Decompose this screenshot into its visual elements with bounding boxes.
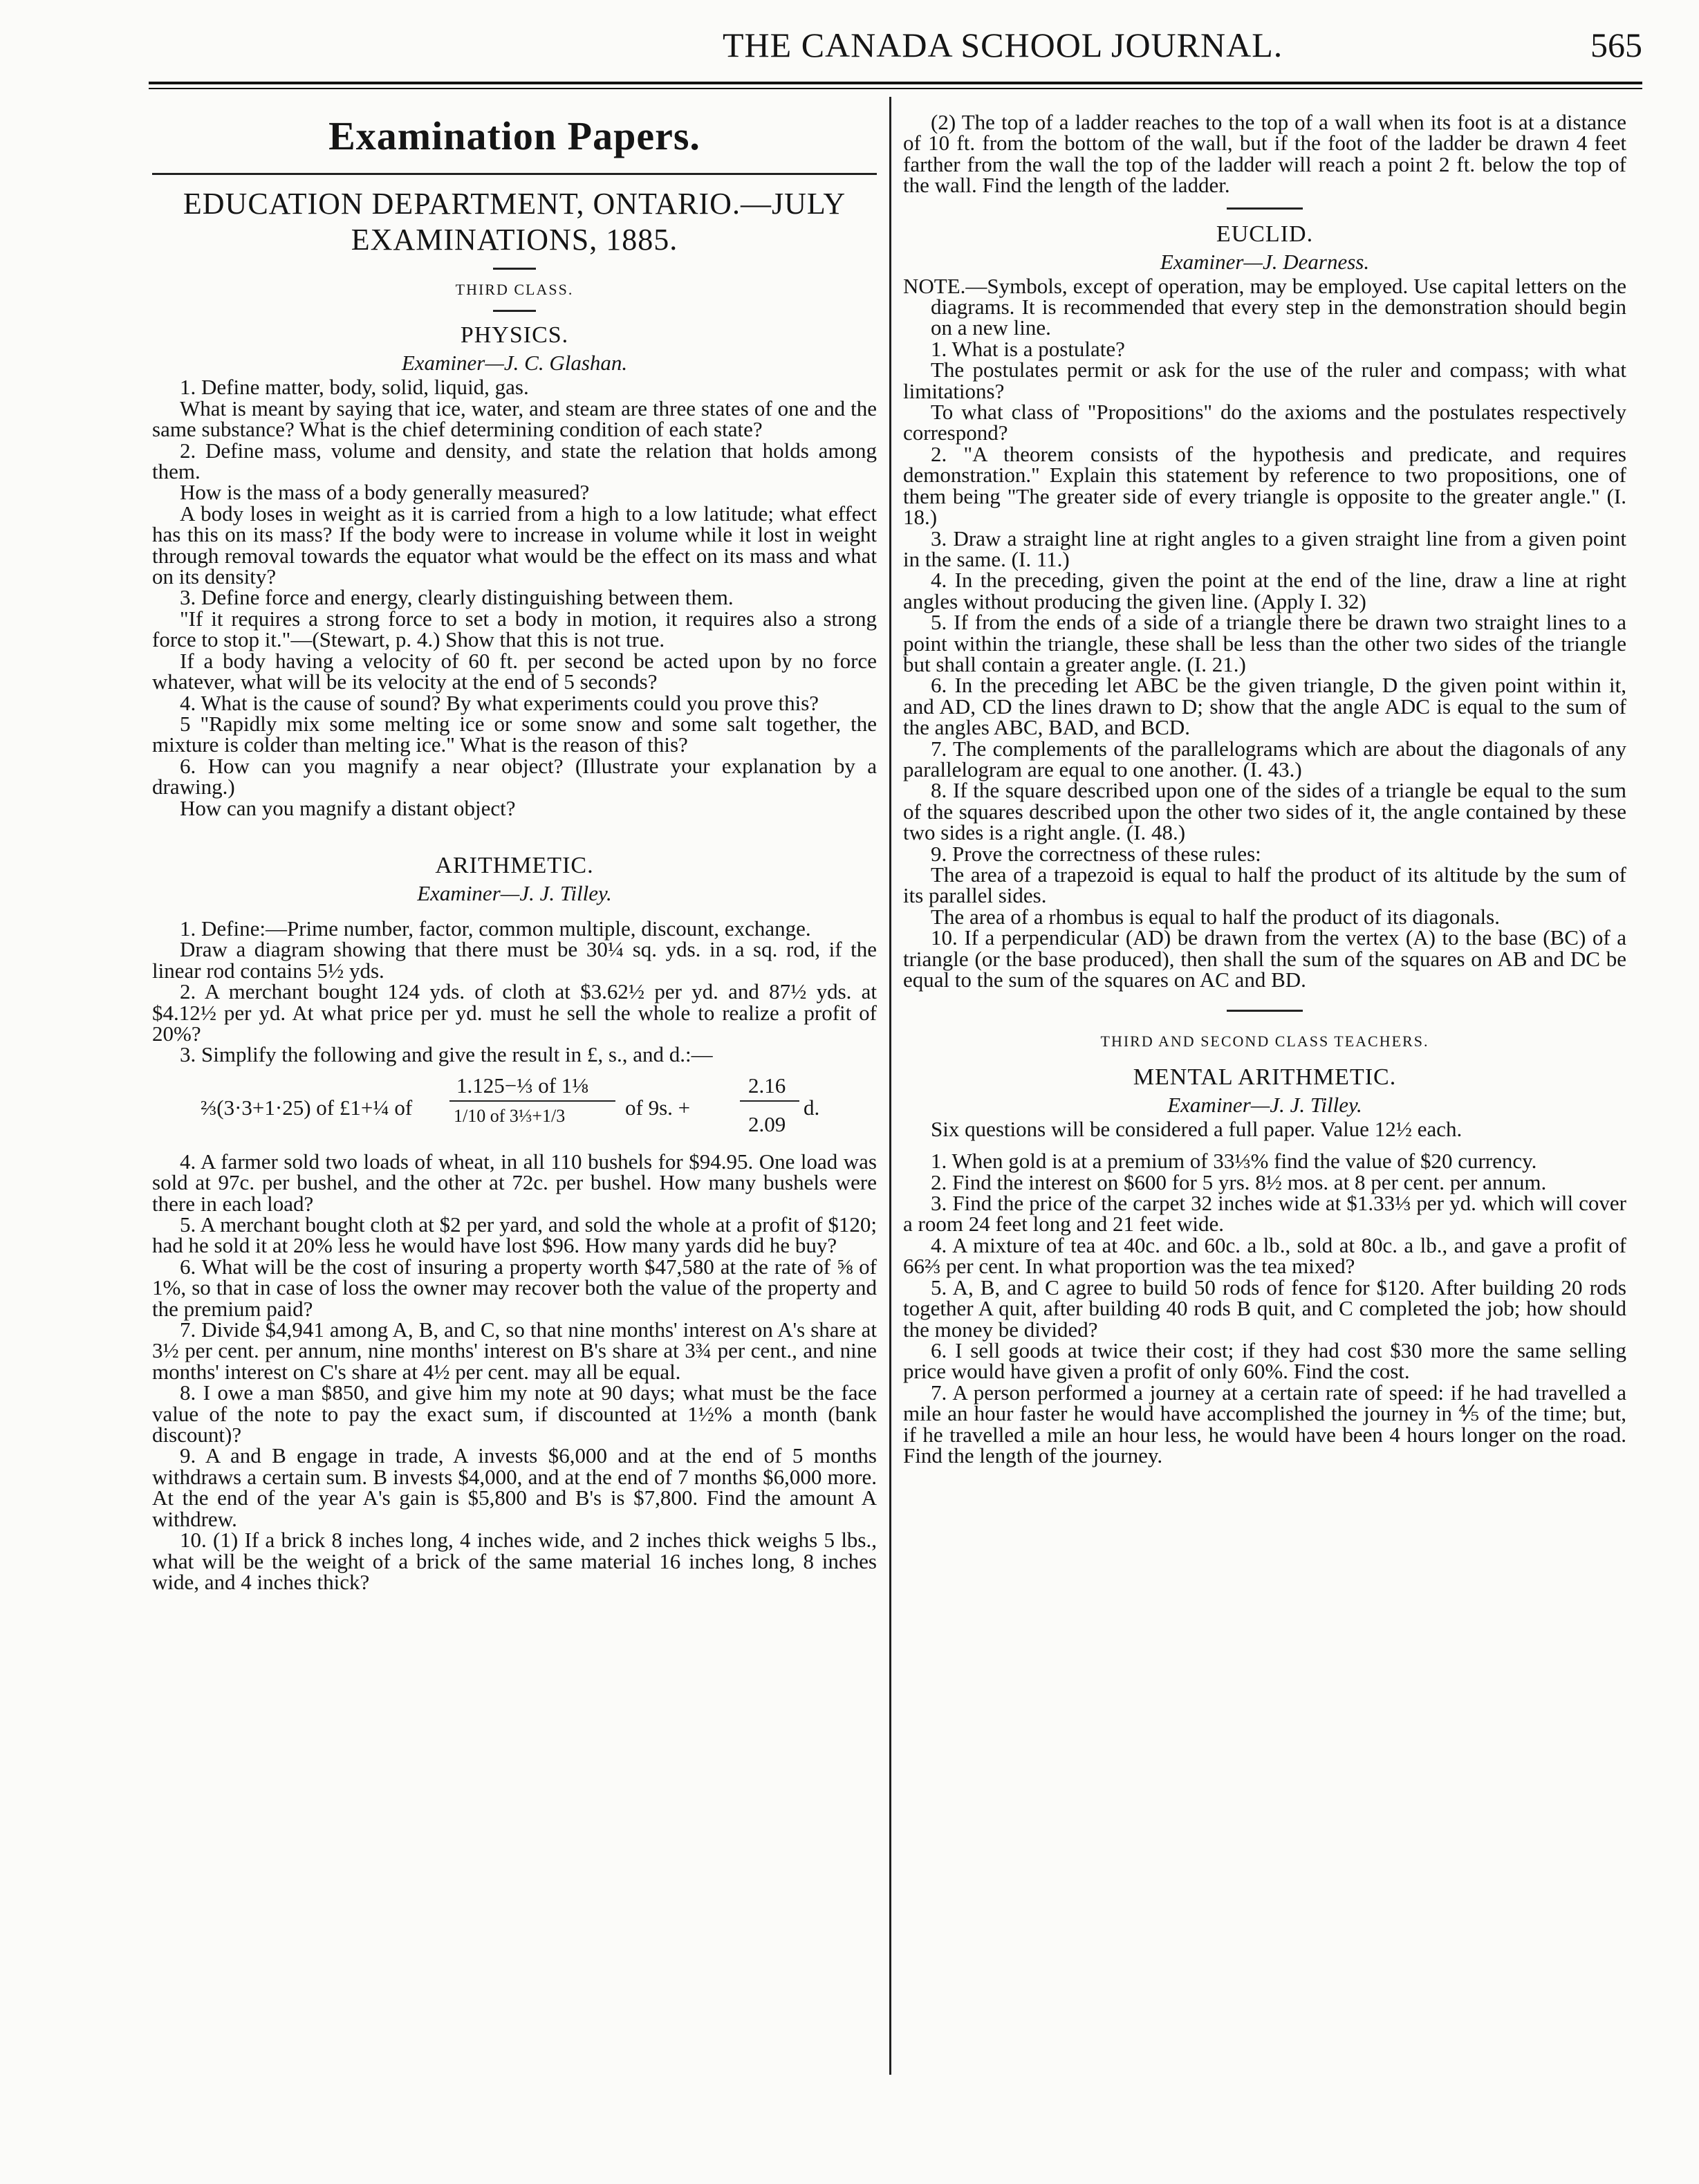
- journal-title: THE CANADA SCHOOL JOURNAL.: [723, 26, 1283, 64]
- mental-questions: [903, 1151, 1626, 1466]
- formula-lead: ⅔(3·3+1·25) of £1+¼ of: [201, 1095, 413, 1120]
- question: 1. Define matter, body, solid, liquid, gas.: [180, 375, 529, 400]
- question: 6. What will be the cost of insuring a property worth $47,580 at the rate of ⅝ of 1%, so that in case of loss the owner may recover both the value of the property and the premium paid?: [152, 1254, 877, 1321]
- question: The area of a trapezoid is equal to half the product of its altitude by the sum of its parallel sides.: [903, 862, 1626, 908]
- question: 2. A merchant bought 124 yds. of cloth at $3.62½ per yd. and 87½ yds. at $4.12½ per yd. At what price per yd. must he sell the whole to realize a profit of 20%?: [152, 979, 877, 1046]
- ladder-question: (2) The top of a ladder reaches to the top of a wall when its foot is at a distance of 10 ft. from the bottom of the wall, but if the foot of the ladder be drawn 4 feet farther from the wall the top of the ladder will reach a point 2 ft. below the top of the wall. Find the length of the ladder.: [903, 110, 1626, 198]
- teachers-heading: THIRD AND SECOND CLASS TEACHERS.: [1100, 1033, 1429, 1051]
- dept-title-line1: EDUCATION DEPARTMENT, ONTARIO.—JULY: [183, 187, 846, 221]
- euclid-note: NOTE.—Symbols, except of operation, may be employed. Use capital letters on the diagrams. It is recommended that every step in the demonstration should begin on a new line.: [903, 273, 1626, 340]
- fraction-bar: [449, 1100, 615, 1102]
- question: The postulates permit or ask for the use of the ruler and compass; with what limitations?: [903, 358, 1626, 403]
- question: What is meant by saying that ice, water, and steam are three states of one and the same substance? What is the chief determining condition of each state?: [152, 396, 877, 442]
- physics-title: PHYSICS.: [460, 322, 569, 349]
- question: How is the mass of a body generally measured?: [180, 480, 590, 505]
- divider: [1227, 207, 1303, 210]
- column-divider: [889, 97, 891, 2075]
- header-rule-thin: [149, 88, 1642, 89]
- page-number: 565: [1590, 26, 1642, 64]
- question: 6. How can you magnify a near object? (Illustrate your explanation by a drawing.): [152, 753, 877, 799]
- question: 9. A and B engage in trade, A invests $6,000 and at the end of 5 months withdraws a certain sum. B invests $4,000, and at the end of 7 months $6,000 more. At the end of the year A's gain is $5,800 and B's is $7,800. Find the amount A withdrew.: [152, 1443, 877, 1531]
- question: 4. What is the cause of sound? By what experiments could you prove this?: [180, 690, 819, 715]
- question: 7. Divide $4,941 among A, B, and C, so that nine months' interest on A's share at 3½ per cent. per annum, nine months' interest on B's share at 3¾ per cent., and nine months' interest on C's share at 4½ per cent. may all be equal.: [152, 1317, 877, 1384]
- right-column: [903, 112, 1626, 1466]
- physics-examiner: Examiner—J. C. Glashan.: [401, 351, 628, 376]
- question: 7. The complements of the parallelograms which are about the diagonals of any parallelogram are equal to one another. (I. 43.): [903, 736, 1626, 781]
- question: 2. "A theorem consists of the hypothesis and predicate, and requires demonstration." Explain this statement by reference to two propositions, one of them being "The greater side of every triangle is opposite to the greater angle." (I. 18.): [903, 441, 1626, 530]
- question: 10. (1) If a brick 8 inches long, 4 inches wide, and 2 inches thick weighs 5 lbs., what will be the weight of a brick of the same material 16 inches long, 8 inches wide, and 4 inches thick?: [152, 1528, 877, 1594]
- question: 5. If from the ends of a side of a triangle there be drawn two straight lines to a point within the triangle, these shall be less than the other two sides of the triangle but shall contain a greater angle. (I. 21.): [903, 610, 1626, 676]
- arithmetic-title: ARITHMETIC.: [435, 852, 594, 878]
- question: 8. I owe a man $850, and give him my note at 90 days; what must be the face value of the note to pay the exact sum, if discounted at 1½% a month (bank discount)?: [152, 1380, 877, 1447]
- mental-title: MENTAL ARITHMETIC.: [1133, 1064, 1397, 1090]
- question: 5. A, B, and C agree to build 50 rods of fence for $120. After building 20 rods together A quit, after building 40 rods B quit, and C completed the job; how should the money be divided?: [903, 1275, 1626, 1342]
- formula-numerator2: 2.16: [748, 1073, 786, 1098]
- question: 2. Find the interest on $600 for 5 yrs. 8½ mos. at 8 per cent. per annum.: [931, 1169, 1547, 1194]
- question: 1. When gold is at a premium of 33⅓% find the value of $20 currency.: [931, 1149, 1537, 1174]
- question: 1. What is a postulate?: [931, 336, 1125, 361]
- question: 4. In the preceding, given the point at the end of the line, draw a line at right angles without producing the given line. (Apply I. 32): [903, 568, 1626, 613]
- formula-tail: d.: [804, 1095, 820, 1120]
- simplify-formula: [152, 1071, 877, 1143]
- mental-intro: Six questions will be considered a full paper. Value 12½ each.: [931, 1116, 1463, 1141]
- question: 6. In the preceding let ABC be the given triangle, D the given point within it, and AD, CD the lines drawn to D; show that the angle ADC is equal to the sum of the angles ABC, BAD, and BCD.: [903, 673, 1626, 740]
- question: 2. Define mass, volume and density, and state the relation that holds among them.: [152, 438, 877, 484]
- formula-denominator2: 2.09: [748, 1111, 786, 1136]
- euclid-questions: [903, 336, 1626, 992]
- formula-numerator: 1.125−⅓ of 1⅛: [456, 1073, 588, 1098]
- question: The area of a rhombus is equal to half the product of its diagonals.: [931, 904, 1500, 929]
- divider: [1227, 1010, 1303, 1012]
- running-head: [149, 19, 1642, 68]
- header-rule: [149, 82, 1642, 84]
- divider: [493, 310, 536, 312]
- question: To what class of "Propositions" do the axioms and the postulates respectively correspond?: [903, 400, 1626, 445]
- euclid-title: EUCLID.: [1216, 221, 1314, 247]
- dept-title-line2: EXAMINATIONS, 1885.: [351, 223, 678, 257]
- left-column: [152, 112, 877, 1593]
- section-heading: Examination Papers.: [328, 113, 700, 158]
- question: Draw a diagram showing that there must be 30¼ sq. yds. in a sq. rod, if the linear rod contains 5½ yds.: [152, 937, 877, 983]
- question: 3. Define force and energy, clearly distinguishing between them.: [180, 585, 734, 610]
- physics-questions: [152, 377, 877, 819]
- question: 5. A merchant bought cloth at $2 per yard, and sold the whole at a profit of $120; had he sold it at 20% less he would have lost $96. How many yards did he buy?: [152, 1212, 877, 1258]
- question: 3. Draw a straight line at right angles to a given straight line from a given point in the same. (I. 11.): [903, 526, 1626, 571]
- question: 3. Find the price of the carpet 32 inches wide at $1.33⅓ per yd. which will cover a room 24 feet long and 21 feet wide.: [903, 1191, 1626, 1237]
- question: "If it requires a strong force to set a body in motion, it requires also a strong force to stop it."—(Stewart, p. 4.) Show that this is not true.: [152, 606, 877, 652]
- question: How can you magnify a distant object?: [180, 795, 516, 820]
- arithmetic-examiner: Examiner—J. J. Tilley.: [417, 880, 612, 905]
- mental-examiner: Examiner—J. J. Tilley.: [1167, 1092, 1362, 1117]
- formula-mid: of 9s. +: [625, 1095, 691, 1120]
- question: 3. Simplify the following and give the result in £, s., and d.:—: [180, 1042, 713, 1067]
- question: 9. Prove the correctness of these rules:: [931, 841, 1261, 866]
- question: A body loses in weight as it is carried from a high to a low latitude; what effect has this on its mass? If the body were to increase in volume while it lost in weight through removal towards the equator what would be the effect on its mass and what on its density?: [152, 501, 877, 589]
- question: 4. A mixture of tea at 40c. and 60c. a lb., sold at 80c. a lb., and gave a profit of 66⅔ per cent. In what proportion was the tea mixed?: [903, 1232, 1626, 1279]
- fraction-bar: [740, 1100, 799, 1102]
- question: 7. A person performed a journey at a certain rate of speed: if he had travelled a mile an hour faster he would have accomplished the journey in ⅘ of the time; but, if he travelled a mile an hour less, he would have been 4 hours longer on the road. Find the length of the journey.: [903, 1380, 1626, 1468]
- question: 1. Define:—Prime number, factor, common multiple, discount, exchange.: [180, 916, 811, 941]
- euclid-examiner: Examiner—J. Dearness.: [1160, 249, 1370, 274]
- arithmetic-questions: [152, 918, 877, 1593]
- section-rule: [152, 173, 877, 175]
- class-heading: THIRD CLASS.: [455, 281, 574, 298]
- question: 6. I sell goods at twice their cost; if they had cost $30 more the same selling price would have given a profit of only 60%. Find the cost.: [903, 1338, 1626, 1384]
- formula-denominator: 1/10 of 3⅓+1/3: [454, 1105, 566, 1126]
- question: 5 "Rapidly mix some melting ice or some snow and some salt together, the mixture is colder than melting ice." What is the reason of this?: [152, 711, 877, 757]
- question: 10. If a perpendicular (AD) be drawn from the vertex (A) to the base (BC) of a triangle (or the base produced), then shall the sum of the squares on AB and DC be equal to the sum of the squares on AC and BD.: [903, 925, 1626, 992]
- question: 4. A farmer sold two loads of wheat, in all 110 bushels for $94.95. One load was sold at 97c. per bushel, and the other at 72c. per bushel. How many bushels were there in each load?: [152, 1149, 877, 1216]
- question: 8. If the square described upon one of the sides of a triangle be equal to the sum of the squares described upon the other two sides of it, the angle contained by these two sides is a right angle. (I. 48.): [903, 778, 1626, 845]
- question: If a body having a velocity of 60 ft. per second be acted upon by no force whatever, what will be its velocity at the end of 5 seconds?: [152, 648, 877, 694]
- divider: [493, 268, 536, 270]
